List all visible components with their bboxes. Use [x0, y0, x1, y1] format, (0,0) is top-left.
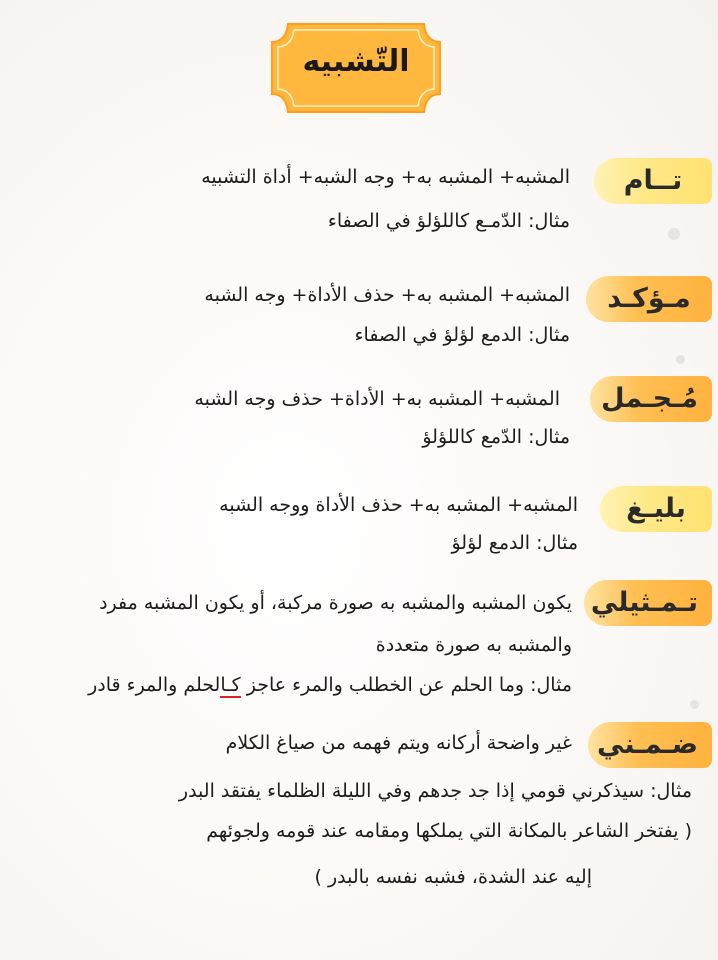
section-label: بليـغ [600, 486, 712, 532]
example-prefix: مثال: وما الحلم عن الخطلب والمرء عاجز [240, 674, 572, 696]
section-example: مثال: الدمع لؤلؤ [451, 532, 578, 554]
section-label: ضـمـني [588, 722, 712, 768]
section-definition: المشبه+ المشبه به+ وجه الشبه+ أداة التشبيه [201, 166, 570, 188]
section-definition: يكون المشبه والمشبه به صورة مركبة، أو يكون المشبه مفرد [99, 592, 572, 614]
section-label: مُـجـمل [590, 376, 712, 422]
section-definition: غير واضحة أركانه ويتم فهمه من صياغ الكلام [225, 732, 572, 754]
section-example-explanation: ( يفتخر الشاعر بالمكانة التي يملكها ومقامه عند قومه ولجوئهم [206, 820, 692, 842]
section-label: تــام [594, 158, 712, 204]
decorative-dot [690, 700, 699, 709]
example-underlined: كـا [220, 674, 241, 696]
page-title: التّشبيه [302, 44, 410, 79]
section-example: مثال: الدّمـع كاللؤلؤ في الصفاء [327, 210, 570, 232]
section-definition: المشبه+ المشبه به+ حذف الأداة ووجه الشبه [219, 494, 578, 516]
title-badge [268, 20, 444, 116]
section-example [88, 674, 572, 696]
section-label: تـمـثيلي [584, 580, 712, 626]
section-example: مثال: الدّمع كاللؤلؤ [422, 426, 570, 448]
section-definition: المشبه+ المشبه به+ الأداة+ حذف وجه الشبه [194, 388, 560, 410]
section-definition: المشبه+ المشبه به+ حذف الأداة+ وجه الشبه [204, 284, 570, 306]
section-example: مثال: سيذكرني قومي إذا جد جدهم وفي الليلة الظلماء يفتقد البدر [178, 780, 692, 802]
section-definition-continued: والمشبه به صورة متعددة [375, 634, 572, 656]
decorative-dot [668, 228, 680, 240]
section-example: مثال: الدمع لؤلؤ في الصفاء [354, 324, 570, 346]
section-example-explanation-continued: إليه عند الشدة، فشبه نفسه بالبدر ) [314, 866, 592, 888]
section-label: مـؤكـد [586, 276, 712, 322]
example-suffix: لحلم والمرء قادر [88, 674, 221, 696]
decorative-dot [676, 355, 685, 364]
